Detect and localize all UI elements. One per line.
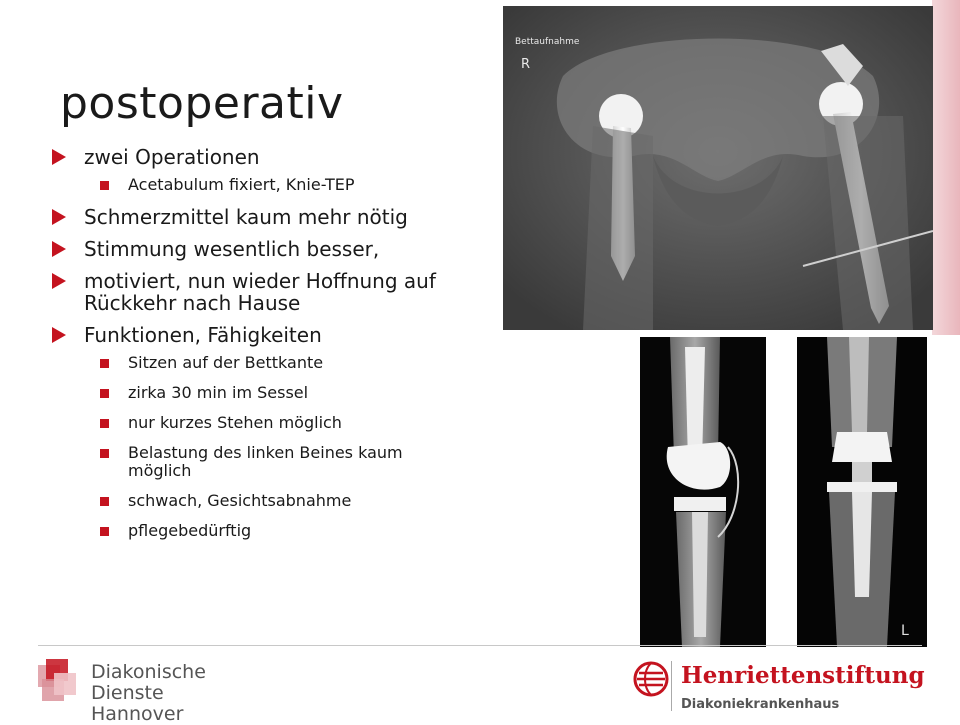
square-bullet-icon (100, 449, 109, 458)
knee-ap-xray-image (797, 337, 927, 647)
sub-bullet-text: Belastung des linken Beines kaum möglich (128, 443, 403, 480)
bullet-text: Funktionen, Fähigkeiten (84, 323, 322, 347)
sub-bullet-text: schwach, Gesichtsabnahme (128, 491, 352, 510)
pelvis-top-label: Bettaufnahme (515, 37, 580, 47)
triangle-right-icon (52, 273, 66, 289)
logo-separator (671, 661, 672, 711)
sub-bullet-text: Acetabulum fixiert, Knie-TEP (128, 175, 355, 194)
bullet-text: zwei Operationen (84, 145, 260, 169)
bullet-text: Schmerzmittel kaum mehr nötig (84, 205, 408, 229)
ddh-logo-mark-icon (36, 657, 88, 709)
pelvis-side-label: R (521, 57, 531, 72)
sub-bullet-text: nur kurzes Stehen möglich (128, 413, 342, 432)
triangle-right-icon (52, 327, 66, 343)
sub-bullet-item (50, 176, 450, 194)
sub-bullet-text: pflegebedürftig (128, 521, 252, 540)
sub-bullet-text: zirka 30 min im Sessel (128, 383, 309, 402)
henriettenstiftung-globe-icon (633, 661, 669, 697)
footer-divider (38, 645, 922, 646)
bullet-text: Stimmung wesentlich besser, (84, 237, 380, 261)
pelvis-xray-image (503, 6, 933, 330)
henriettenstiftung-name: Henriettenstiftung (681, 662, 925, 689)
square-bullet-icon (100, 419, 109, 428)
square-bullet-icon (100, 359, 109, 368)
bullet-item (50, 206, 450, 228)
bullet-item (50, 238, 450, 260)
ddh-line1: Diakonische (91, 661, 206, 683)
henriettenstiftung-subtitle: Diakoniekrankenhaus (681, 697, 840, 712)
sub-bullet-item (50, 522, 450, 540)
sub-bullet-item (50, 444, 450, 480)
triangle-right-icon (52, 241, 66, 257)
triangle-right-icon (52, 149, 66, 165)
sub-bullet-text: Sitzen auf der Bettkante (128, 353, 324, 372)
slide-title: postoperativ (60, 78, 344, 129)
knee-lateral-xray-image (640, 337, 766, 647)
square-bullet-icon (100, 181, 109, 190)
ddh-logo (36, 655, 236, 725)
sub-bullet-list (50, 176, 450, 194)
sub-bullet-item (50, 354, 450, 372)
sub-bullet-item (50, 414, 450, 432)
bullet-list (50, 146, 450, 552)
ddh-line2: Dienste Hannover (91, 682, 184, 725)
triangle-right-icon (52, 209, 66, 225)
bullet-item (50, 324, 450, 346)
sub-bullet-item (50, 384, 450, 402)
square-bullet-icon (100, 389, 109, 398)
bullet-item (50, 146, 450, 168)
bullet-text: motiviert, nun wieder Hoffnung auf Rückkehr nach Hause (84, 269, 436, 315)
accent-bar (932, 0, 960, 335)
henriettenstiftung-logo (633, 655, 933, 715)
square-bullet-icon (100, 527, 109, 536)
square-bullet-icon (100, 497, 109, 506)
bullet-item (50, 270, 450, 314)
sub-bullet-list (50, 354, 450, 540)
sub-bullet-item (50, 492, 450, 510)
knee-side-label: L (901, 623, 909, 639)
